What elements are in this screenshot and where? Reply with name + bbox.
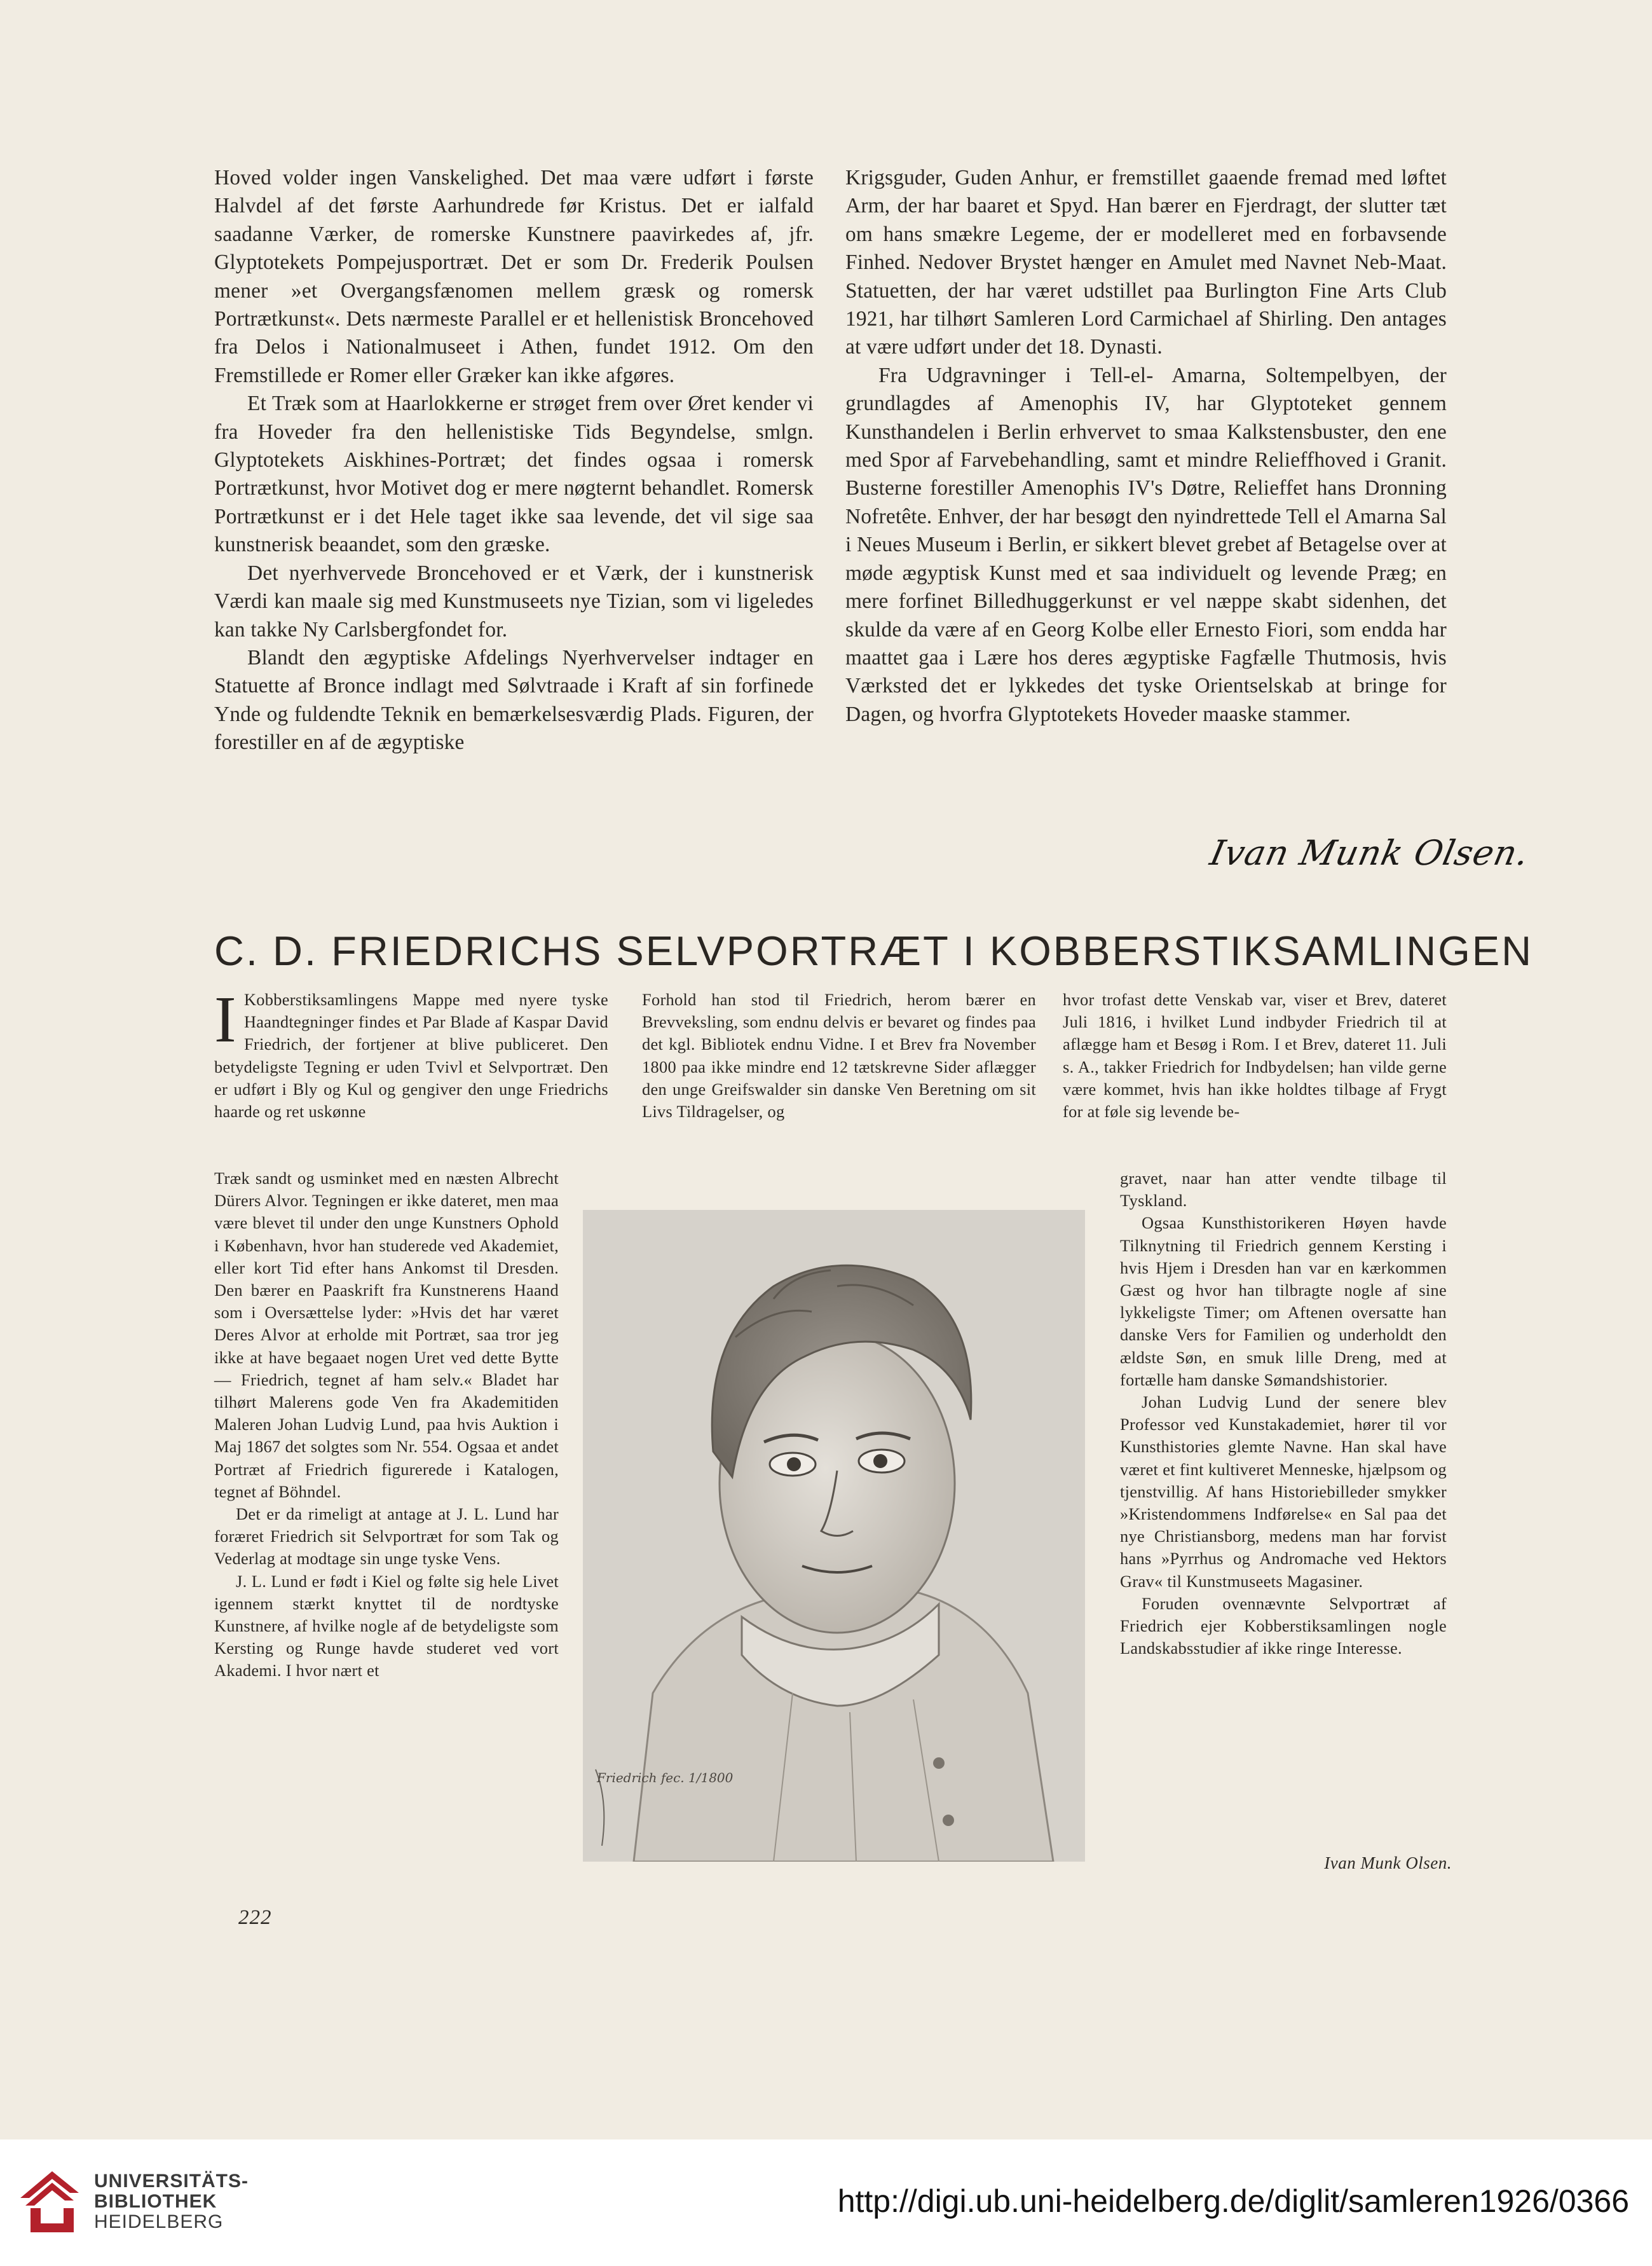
ub-heidelberg-logo-icon[interactable]	[15, 2166, 84, 2237]
paragraph: Det er da rimeligt at antage at J. L. Lund har foræret Friedrich sit Selvportræt for som Tak og Vederlag at modtage sin unge tyske Vens.	[214, 1504, 559, 1569]
paragraph: Foruden ovennævnte Selvportræt af Friedrich ejer Kobberstiksamlingen nogle Landskabsstudier af ikke ringe Interesse.	[1120, 1593, 1447, 1658]
paragraph: Kobberstiksamlingens Mappe med nyere tyske Haandtegninger findes et Par Blade af Kaspar David Friedrich, der fortjener at blive publiceret. Den betydeligste Tegning er uden Tvivl et Selvportræt. Den er udført i Bly og Kul og gengiver den unge Friedrichs haarde og ret uskønne	[214, 990, 608, 1122]
paragraph: Fra Udgravninger i Tell-el- Amarna, Soltempelbyen, der grundlagdes af Amenophis IV, har Glyptoteket gennem Kunsthandelen i Berlin erhvervet to smaa Kalkstensbuster, den ene med Spor af Farvebehandling, samt et mindre Relieffhoved i Granit. Busterne forestiller Amenophis IV's Døtre, Relieffet hans Dronning Nofretête. Enhver, der har besøgt den nyindrettede Tell el Amarna Sal i Neues Museum i Berlin, er sikkert blevet grebet af Betagelse over at møde ægyptisk Kunst med et saa individuelt og levende Præg; en mere forfinet Billedhuggerkunst er vel næppe skabt sidenhen, det skulde da være af en Georg Kolbe eller Ernesto Fiori, som endda har maattet gaa i Lære hos deres ægyptiske Fagfælle Thutmosis, hvis Værksted det er lykkedes det tyske Orientselskab at bringe for Dagen, og hvorfra Glyptotekets Hoveder maaske stammer.	[845, 363, 1447, 726]
paragraph: Ogsaa Kunsthistorikeren Høyen havde Tilknytning til Friedrich gennem Kersting i hvis Hjem i Dresden han var en kærkommen Gæst og hvor han tilbragte nogle af sine lykkeligste Timer; om Aftenen oversatte han danske Vers for Familien og underholdt den ældste Søn, en smuk lille Dreng, med at fortælle ham danske Sømandshistorier.	[1120, 1213, 1447, 1389]
lower-column-1-continued	[214, 1167, 559, 1682]
drop-cap: I	[214, 983, 236, 1056]
lower-column-3	[1063, 989, 1447, 1123]
paragraph: Johan Ludvig Lund der senere blev Professor ved Kunstakademiet, hører til vor Kunsthistories glemte Navne. Han skal have været et fint kultiveret Menneske, hjælpsom og tjenstvillig. Af hans Historiebilleder smykker »Kristendommens Indførelse« en Sal paa det nye Christiansborg, medens man har forvist hans »Pyrrhus og Andromache ved Hektors Grav« til Kunstmuseets Magasiner.	[1120, 1392, 1447, 1591]
upper-right-column	[845, 164, 1447, 729]
paragraph: hvor trofast dette Venskab var, viser et Brev, dateret Juli 1816, i hvilket Lund indbyder Friedrich til at aflægge ham et Besøg i Rom. I et Brev, dateret 11. Juli s. A., takker Friedrich for Indbydelsen; han vilde gerne være kommet, hvis han ikke holdtes tilbage af Frygt for at føle sig levende be-	[1063, 990, 1447, 1122]
author-credit: Ivan Munk Olsen.	[1324, 1853, 1452, 1872]
lower-column-2	[642, 989, 1036, 1123]
paragraph: Træk sandt og usminket med en næsten Albrecht Dürers Alvor. Tegningen er ikke dateret, men maa være blevet til under den unge Kunstners Ophold i København, hvor han studerede ved Akademiet, eller kort Tid efter hans Ankomst til Dresden. Den bærer en Paaskrift fra Kunstnerens Haand som i Oversættelse lyder: »Hvis det har været Deres Alvor at erholde mit Portræt, saa tror jeg ikke at have begaaet nogen Uret ved dette Bytte — Friedrich, tegnet af ham selv.« Bladet har tilhørt Malerens gode Ven fra Akademitiden Maleren Johan Ludvig Lund, paa hvis Auktion i Maj 1867 det solgtes som Nr. 554. Ogsaa et andet Portræt af Friedrich figurerede i Katalogen, tegnet af Böhndel.	[214, 1169, 559, 1501]
lower-column-3-continued	[1120, 1167, 1447, 1659]
paragraph: Det nyerhvervede Broncehoved er et Værk, der i kunstnerisk Værdi kan maale sig med Kunstmuseets nye Tizian, som vi ligeledes kan takke Ny Carlsbergfondet for.	[214, 561, 814, 642]
paragraph: Blandt den ægyptiske Afdelings Nyerhvervelser indtager en Statuette af Bronce indlagt med Sølvtraade i Kraft af sin forfinede Ynde og fuldendte Teknik en bemærkelsesværdig Plads. Figuren, der forestiller en af de ægyptiske	[214, 645, 814, 755]
library-name	[94, 2171, 249, 2232]
page-number: 222	[238, 1906, 272, 1929]
library-name-line: UNIVERSITÄTS-	[94, 2171, 249, 2192]
paragraph: Krigsguder, Guden Anhur, er fremstillet gaaende fremad med løftet Arm, der har baaret et Spyd. Han bærer en Fjerdragt, der slutter tæt om hans smækre Legeme, der er modelleret med en forbavsende Finhed. Nedover Brystet hænger en Amulet med Navnet Neb-Maat. Statuetten, der har været udstillet paa Burlington Fine Arts Club 1921, har tilhørt Samleren Lord Carmichael af Shirling. Den antages at være udført under det 18. Dynasti.	[845, 166, 1447, 359]
library-name-line: BIBLIOTHEK	[94, 2191, 217, 2212]
article-title: C. D. FRIEDRICHS SELVPORTRÆT I KOBBERSTIKSAMLINGEN	[214, 928, 1534, 974]
paragraph: J. L. Lund er født i Kiel og følte sig hele Livet igennem stærkt knyttet til de nordtyske Kunstnere, af hvilke nogle af de betydeligste som Kersting og Runge havde studeret ved vort Akademi. I hvor nært et	[214, 1571, 559, 1680]
paragraph: gravet, naar han atter vendte tilbage til Tyskland.	[1120, 1169, 1447, 1211]
portrait-sketch-icon	[583, 1210, 1085, 1862]
portrait-inscription: Friedrich fec. 1/1800	[597, 1770, 734, 1785]
paragraph: Forhold han stod til Friedrich, herom bærer en Brevveksling, som endnu delvis er bevaret og findes paa det kgl. Bibliotek endnu Vidne. I et Brev fra November 1800 paa ikke mindre end 12 tætskrevne Sider aflægger den unge Greifswalder sin danske Ven Beretning om sit Livs Tildragelser, og	[642, 990, 1036, 1122]
self-portrait-drawing	[583, 1210, 1085, 1862]
handwritten-signature: Ivan Munk Olsen.	[1206, 833, 1533, 873]
digitization-footer	[0, 2139, 1652, 2266]
lower-column-1	[214, 983, 608, 1123]
paragraph: Hoved volder ingen Vanskelighed. Det maa være udført i første Halvdel af det første Aarhundrede før Kristus. Det er ialfald saadanne Værker, de romerske Kunstnere paavirkedes af, jfr. Glyptotekets Pompejusportræt. Det er som Dr. Frederik Poulsen mener »et Overgangsfænomen mellem græsk og romersk Portrætkunst«. Dets nærmeste Parallel er et hellenistisk Broncehoved fra Delos i Nationalmuseet i Athen, fundet 1912. Om den Fremstillede er Romer eller Græker kan ikke afgøres.	[214, 166, 814, 387]
paragraph: Et Træk som at Haarlokkerne er strøget frem over Øret kender vi fra Hoveder fra den hellenistiske Tids Begyndelse, smlgn. Glyptotekets Aiskhines-Portræt; det findes ogsaa i romersk Portrætkunst, hvor Motivet dog er mere nøgternt behandlet. Romersk Portrætkunst er i det Hele taget ikke saa levende, det vil sige saa kunstnerisk beaandet, som den græske.	[214, 392, 814, 557]
source-url-link[interactable]: http://digi.ub.uni-heidelberg.de/diglit/samleren1926/0366	[837, 2183, 1629, 2219]
library-name-line: HEIDELBERG	[94, 2211, 224, 2232]
upper-left-column	[214, 164, 814, 757]
